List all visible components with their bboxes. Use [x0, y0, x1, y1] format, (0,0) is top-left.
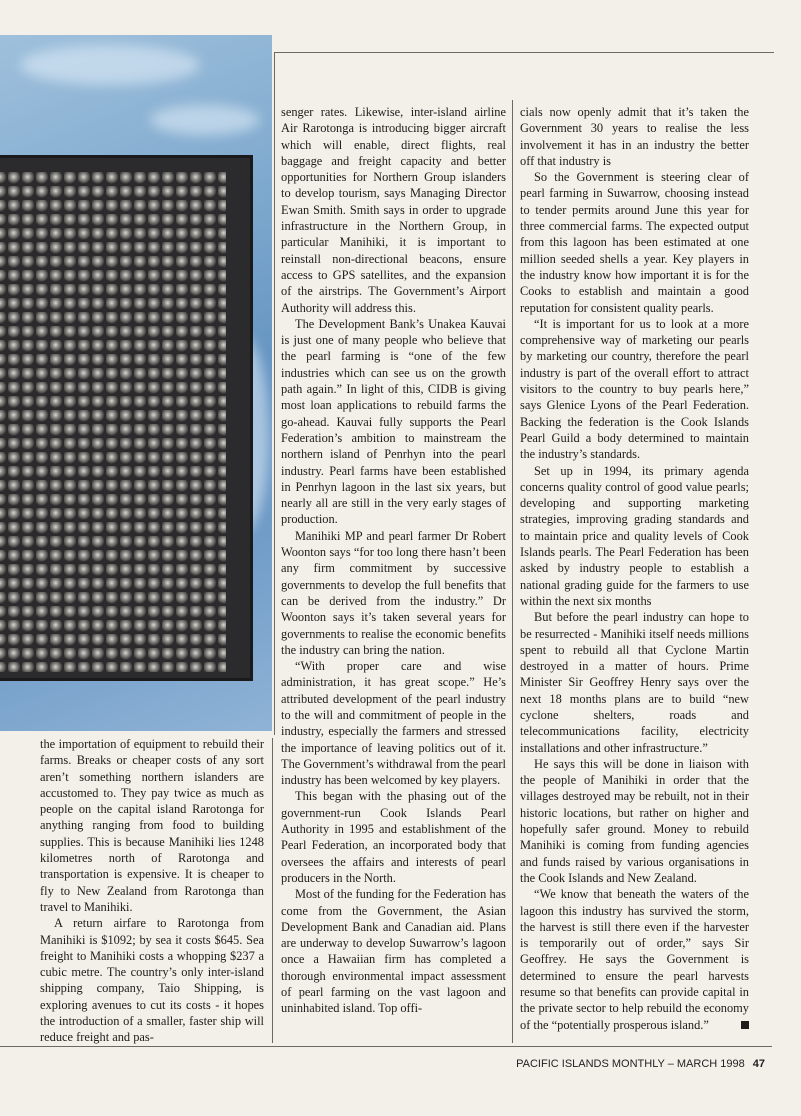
paragraph: cials now openly admit that it’s taken the Government 30 years to realise the less involvement it has in an industry the better off that industry is — [520, 105, 749, 168]
article-column-2 — [281, 104, 506, 1017]
paragraph: Set up in 1994, its primary agenda concerns quality control of good value pearls; developing and supporting marketing strategies, improving grading standards and to maintain price and quality levels of Cook Islands pearls. The Pearl Federation has been asked by industry people to establish a national grading guide for the farmers to use within the next six months — [520, 463, 749, 608]
paragraph: But before the pearl industry can hope to be resurrected - Manihiki itself needs millions spent to rebuild all that Cyclone Martin destroyed in a matter of hours. Prime Minister Sir Geoffrey Henry says over the next 18 months plans are to build “new cyclone shelters, roads and telecommunications facility, electricity installations and other infrastructure.” — [520, 610, 749, 755]
article-column-1 — [40, 736, 264, 1046]
paragraph: “With proper care and wise administration, it has great scope.” He’s attributed development of the pearl industry to the will and commitment of people in the industry, especially the farmers and stressed the importance of leaving politics out of it. The Government’s withdrawal from the pearl industry has been welcomed by key players. — [281, 659, 506, 788]
photo-right-rule — [274, 52, 275, 735]
paragraph: The Development Bank’s Unakea Kauvai is just one of many people who believe that the pearl farming is “one of the few industries which can see us on the growth path again.” In light of this, CIDB is giving most loan applications to rebuild farms the go-ahead. Kauvai fully supports the Pearl Federation’s ambition to mainstream the northern island of Penrhyn into the pearl industry. Pearl farms have been established in Penrhyn lagoon in the last six years, but nearly all are still in the very early stages of production. — [281, 316, 506, 527]
pearl-tray — [0, 155, 253, 681]
paragraph: So the Government is steering clear of pearl farming in Suwarrow, choosing instead to tender permits around June this year for three commercial farms. The expected output from this lagoon has been estimated at one million seeded shells a year. Key players in the industry know how important it is for the Cooks to establish and maintain a good reputation for consistent quality pearls. — [520, 170, 749, 315]
paragraph: A return airfare to Rarotonga from Manihiki is $1092; by sea it costs $645. Sea freight to Manihiki costs a whopping $237 a cubic metre. The country’s only inter-island shipping company, Taio Shipping, is exploring avenues to cut its costs - it hopes the introduction of a smaller, faster ship will reduce freight and pas- — [40, 916, 264, 1045]
page-number: 47 — [752, 1058, 765, 1070]
pearl-tray-photo — [0, 35, 272, 731]
column-rule-1 — [272, 738, 273, 1043]
paragraph-text: “We know that beneath the waters of the lagoon this industry has survived the storm, the harvest is still there even if the harvester is temporarily out of order,” says Sir Geoffrey. He says the Government is determined to ensure the pearl harvests resume so that benefits can provide capital in the private sector to help rebuild the economy of the “potentially prosperous island.” — [520, 887, 749, 1032]
page-footer — [516, 1058, 765, 1070]
paragraph: “It is important for us to look at a more comprehensive way of marketing our pearls by marketing our country, therefore the pearl industry is part of the overall effort to attract visitors to the country to buy pearls here,” says Glenice Lyons of the Pearl Federation. Backing the federation is the Cook Islands Pearl Guild a body determined to maintain the industry’s standards. — [520, 316, 749, 462]
paragraph: This began with the phasing out of the government-run Cook Islands Pearl Authority in 1995 and establishment of the Pearl Federation, an incorporated body that oversees the affairs and interests of pearl producers in the North. — [281, 789, 506, 885]
paragraph: Most of the funding for the Federation has come from the Government, the Asian Development Bank and Canadian aid. Plans are underway to develop Suwarrow’s lagoon once a Hawaiian firm has completed a thorough environmental impact assessment of pearl farming on the vast lagoon and uninhabited island. Top offi- — [281, 887, 506, 1016]
bottom-rule — [0, 1046, 772, 1047]
publication-line: PACIFIC ISLANDS MONTHLY – MARCH 1998 — [516, 1058, 745, 1070]
top-rule — [274, 52, 774, 53]
paragraph: Manihiki MP and pearl farmer Dr Robert Woonton says “for too long there hasn’t been any firm commitment by successive governments to develop the full benefits that can be derived from the industry.” Dr Woonton says it’s taken several years for governments to realise the economic benefits the industry can bring the nation. — [281, 528, 506, 657]
article-column-3 — [520, 104, 749, 1033]
end-mark-icon — [741, 1021, 749, 1029]
paragraph-last — [520, 886, 749, 1033]
paragraph: the importation of equipment to rebuild their farms. Breaks or cheaper costs of any sort aren’t something northern islanders are accustomed to. They pay twice as much as people on the capital island Rarotonga for anything ranging from food to building supplies. This is because Manihiki lies 1248 kilometres north of Rarotonga and transportation is expensive. It is cheaper to fly to New Zealand from Rarotonga than travel to Manihiki. — [40, 737, 264, 914]
pearls-icon — [0, 172, 226, 672]
paragraph: senger rates. Likewise, inter-island airline Air Rarotonga is introducing bigger aircraft which will enable, direct flights, real baggage and freight capacity and better opportunities for Northern Group islanders to develop tourism, says Managing Director Ewan Smith. Smith says in order to upgrade infrastructure in the Northern Group, in particular Manihiki, it is important to reinstall non-directional beacons, ensure access to GPS satellites, and the expansion of the airstrips. The Government’s Airport Authority will address this. — [281, 105, 506, 315]
column-rule-2 — [512, 100, 513, 1043]
paragraph: He says this will be done in liaison with the people of Manihiki in order that the villages destroyed may be rebuilt, not in their historic locations, but rather on higher and hopefully safer ground. Money to rebuild Manihiki is coming from funding agencies and funds raised by various organisations in the Cook Islands and New Zealand. — [520, 756, 749, 885]
